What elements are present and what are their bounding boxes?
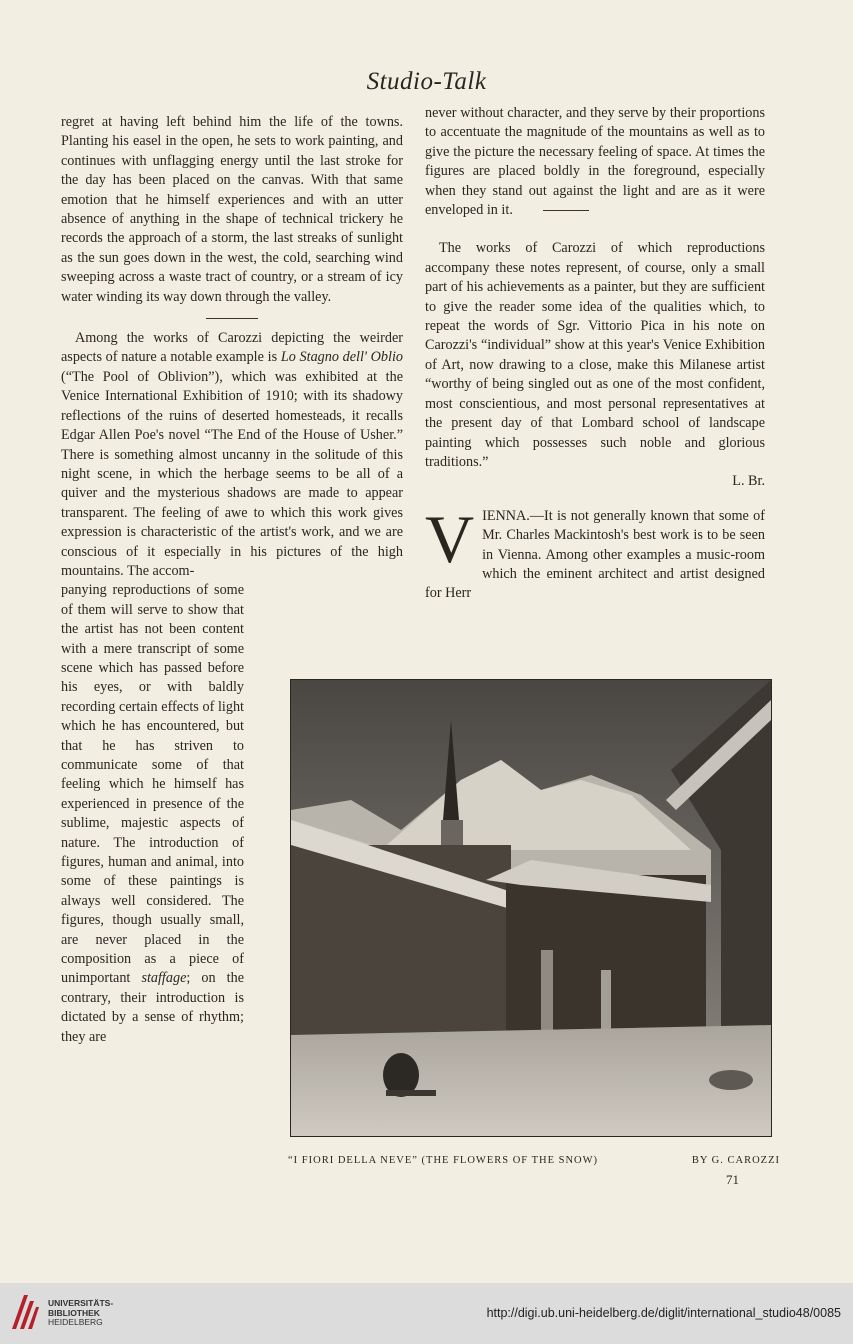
caption-title: “I FIORI DELLA NEVE” (THE FLOWERS OF THE SNOW) xyxy=(288,1155,599,1166)
running-head: Studio-Talk xyxy=(366,68,487,95)
section-divider xyxy=(206,318,258,319)
painting-illustration xyxy=(290,679,772,1137)
paragraph: VIENNA.—It is not generally known that some of Mr. Charles Mackintosh's best work is to be seen in Vienna. Among other examples a music-room which the eminent architect and artist designed for Herr xyxy=(425,500,765,602)
artwork-title: Lo Stagno dell' Oblio xyxy=(280,349,403,366)
drop-cap: V xyxy=(425,500,475,577)
snow-village-painting xyxy=(291,680,771,1136)
paragraph: never without character, and they serve by their proportions to accentuate the magnitude of the mountains as well as to give the picture the necessary feeling of space. At times the figures are placed boldly in the foreground, especially when they stand out against the light and are as it were enveloped in it. xyxy=(425,105,765,219)
end-rule xyxy=(543,210,589,211)
right-column xyxy=(425,104,765,604)
university-library-logo-icon xyxy=(10,1293,40,1331)
footer-bar xyxy=(0,1283,853,1344)
author-signature: L. Br. xyxy=(732,473,765,490)
paragraph: Among the works of Carozzi depicting the weirder aspects of nature a notable example is Lo Stagno dell' Oblio (“The Pool of Oblivion”), which was exhibited at the Venice International Exhibition of 1910; with its shadowy reflections of the ruins of deserted homesteads, it recalls Edgar Allen Poe's novel “The End of the House of Usher.” There is something almost uncanny in the solitude of this night scene, in which the herbage seems to be all of a quiver and the mysterious shadows are made to appear transparent. The feeling of awe to which this work gives expression is characteristic of the artist's work, and we are conscious of it especially in his pictures of the high mountains. The accom- xyxy=(61,330,403,579)
paragraph: The works of Carozzi of which reproductions accompany these notes represent, of course, only a small part of his achievements as a painter, but they are sufficient to give the reader some idea of the qualities which, to repeat the words of Sgr. Vittorio Pica in his note on Carozzi's “individual” show at this year's Venice Exhibition of Art, now drawing to a close, make this Milanese artist “worthy of being singled out as one of the most confident, most conscientious, and most personal representatives at the present day of that Lombard school of landscape painting which possesses such noble and glorious traditions.” xyxy=(425,240,765,470)
institution-name: UNIVERSITÄTS- BIBLIOTHEK HEIDELBERG xyxy=(48,1298,114,1327)
caption-credit: BY G. CAROZZI xyxy=(691,1155,780,1166)
source-url-link[interactable]: http://digi.ub.uni-heidelberg.de/diglit/international_studio48/0085 xyxy=(486,1306,841,1320)
paragraph: regret at having left behind him the life of the towns. Planting his easel in the open, he sets to work painting, and continues with unflagging energy until the last stroke for the day has been placed on the canvas. With that same emotion that he himself experiences and with an utter absence of anything in the shape of technical trickery he records the approach of a storm, the last streaks of sunlight as the sun goes down in the west, the cold, searching wind sweeping across a waste tract of country, or a stream of icy water winding its way down through the valley. xyxy=(61,114,403,305)
paragraph-narrow: panying reproductions of some of them will serve to show that the artist has not been content with a mere transcript of some scene which has passed before his eyes, or with baldly recording certain effects of light which he has encountered, but that he has striven to communicate some of that feeling which he himself has experienced in presence of the sublime, majestic aspects of nature. The introduction of figures, human and animal, into some of these paintings is always well considered. The figures, though usually small, are never placed in the composition as a piece of unimportant staffage; on the contrary, their introduction is dictated by a sense of rhythm; they are xyxy=(61,582,244,1045)
page-number: 71 xyxy=(726,1172,739,1187)
